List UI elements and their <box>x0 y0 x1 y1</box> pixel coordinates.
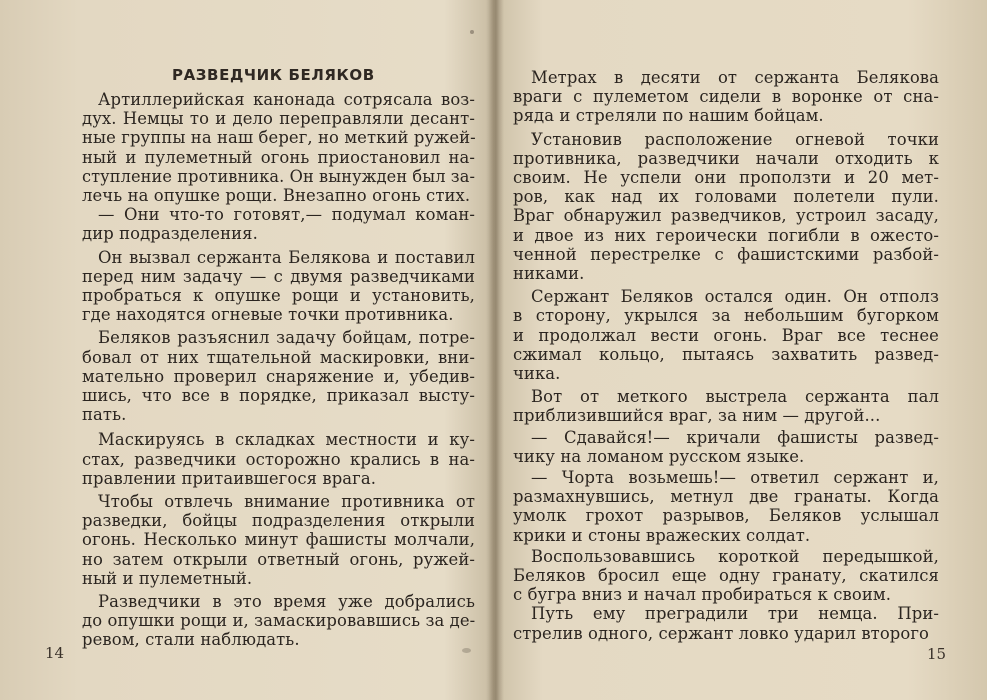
text-line: дух. Немцы то и дело переправляли десант- <box>82 109 475 129</box>
text-line: Вот от меткого выстрела сержанта пал <box>531 387 939 407</box>
text-line: где находятся огневые точки противника. <box>82 305 454 325</box>
text-line: чика. <box>513 364 561 383</box>
text-line: крики и стоны вражеских солдат. <box>513 525 811 545</box>
text-line: Он вызвал сержанта Белякова и поставил <box>98 247 475 267</box>
text-line: лечь на опушке рощи. Внезапно огонь стих. <box>82 186 471 205</box>
text-line: ный и пулеметный. <box>82 568 253 588</box>
text-line: пробраться к опушке рощи и установить, <box>82 286 475 305</box>
text-line: ные группы на наш берег, но меткий ружей- <box>82 128 476 148</box>
right-page <box>494 0 987 700</box>
left-page <box>0 0 493 700</box>
text-line: в сторону, укрылся за небольшим бугорком <box>513 306 939 326</box>
text-line: но затем открыли ответный огонь, ружей- <box>82 549 475 569</box>
text-line: ченной перестрелке с фашистскими разбой- <box>513 244 939 264</box>
page-number-left: 14 <box>45 644 65 662</box>
text-line: чику на ломаном русском языке. <box>513 446 805 466</box>
text-line: Беляков бросил еще одну гранату, скатился <box>513 566 939 585</box>
text-line: ступление противника. Он вынужден был за- <box>82 166 475 186</box>
text-line: — Сдавайся!— кричали фашисты развед- <box>531 427 939 447</box>
text-line: приблизившийся враг, за ним — другой... <box>513 406 881 426</box>
text-line: стах, разведчики осторожно крались в на- <box>82 449 475 469</box>
text-line: шись, что все в порядке, приказал высту- <box>82 386 475 405</box>
text-line: дир подразделения. <box>82 224 258 244</box>
text-line: враги с пулеметом сидели в воронке от сна- <box>513 87 939 107</box>
text-line: до опушки рощи и, замаскировавшись за де- <box>82 611 476 631</box>
text-line: никами. <box>513 264 585 283</box>
text-line: своим. Не успели они проползти и 20 мет- <box>513 168 939 187</box>
text-line: ревом, стали наблюдать. <box>82 630 300 650</box>
text-line: бовал от них тщательной маскировки, вни- <box>82 347 475 367</box>
text-line: ров, как над их головами полетели пули. <box>513 187 939 207</box>
text-line: умолк грохот разрывов, Беляков услышал <box>513 506 939 526</box>
text-line: сжимал кольцо, пытаясь захватить развед- <box>513 344 939 364</box>
text-line: Беляков разъяснил задачу бойцам, потре- <box>98 328 475 348</box>
text-line: и продолжал вести огонь. Враг все теснее <box>513 325 939 345</box>
text-line: стрелив одного, сержант ловко ударил второго <box>513 623 930 643</box>
text-line: Воспользовавшись короткой передышкой, <box>531 546 939 566</box>
text-line: Сержант Беляков остался один. Он отполз <box>531 287 939 307</box>
text-line: правлении притаившегося врага. <box>82 468 377 488</box>
text-line: — Чорта возьмешь!— ответил сержант и, <box>531 468 939 487</box>
text-line: Чтобы отвлечь внимание противника от <box>98 492 475 511</box>
text-line: Путь ему преградили три немца. При- <box>531 604 939 624</box>
text-line: размахнувшись, метнул две гранаты. Когда <box>513 487 939 507</box>
text-line: Маскируясь в складках местности и ку- <box>98 430 475 450</box>
text-line: ряда и стреляли по нашим бойцам. <box>513 106 824 126</box>
text-line: противника, разведчики начали отходить к <box>513 148 939 168</box>
page-number-right: 15 <box>927 645 947 663</box>
text-line: и двое из них героически погибли в ожесто- <box>513 225 939 245</box>
text-line: пать. <box>82 405 127 425</box>
text-line: — Они что-то готовят,— подумал коман- <box>98 205 475 225</box>
text-line: Враг обнаружил разведчиков, устроил засаду, <box>513 206 939 226</box>
text-line: с бугра вниз и начал пробираться к своим. <box>513 585 892 605</box>
text-line: Разведчики в это время уже добрались <box>98 592 475 611</box>
text-line: мательно проверил снаряжение и, убедив- <box>82 366 475 386</box>
text-line: ный и пулеметный огонь приостановил на- <box>82 147 475 167</box>
text-line: Установив расположение огневой точки <box>531 129 939 149</box>
chapter-title: РАЗВЕДЧИК БЕЛЯКОВ <box>172 66 375 84</box>
text-line: огонь. Несколько минут фашисты молчали, <box>82 530 475 550</box>
text-line: разведки, бойцы подразделения открыли <box>82 511 475 531</box>
text-line: Метрах в десяти от сержанта Белякова <box>531 68 939 87</box>
text-line: перед ним задачу — с двумя разведчиками <box>82 266 475 286</box>
text-line: Артиллерийская канонада сотрясала воз- <box>98 90 475 109</box>
